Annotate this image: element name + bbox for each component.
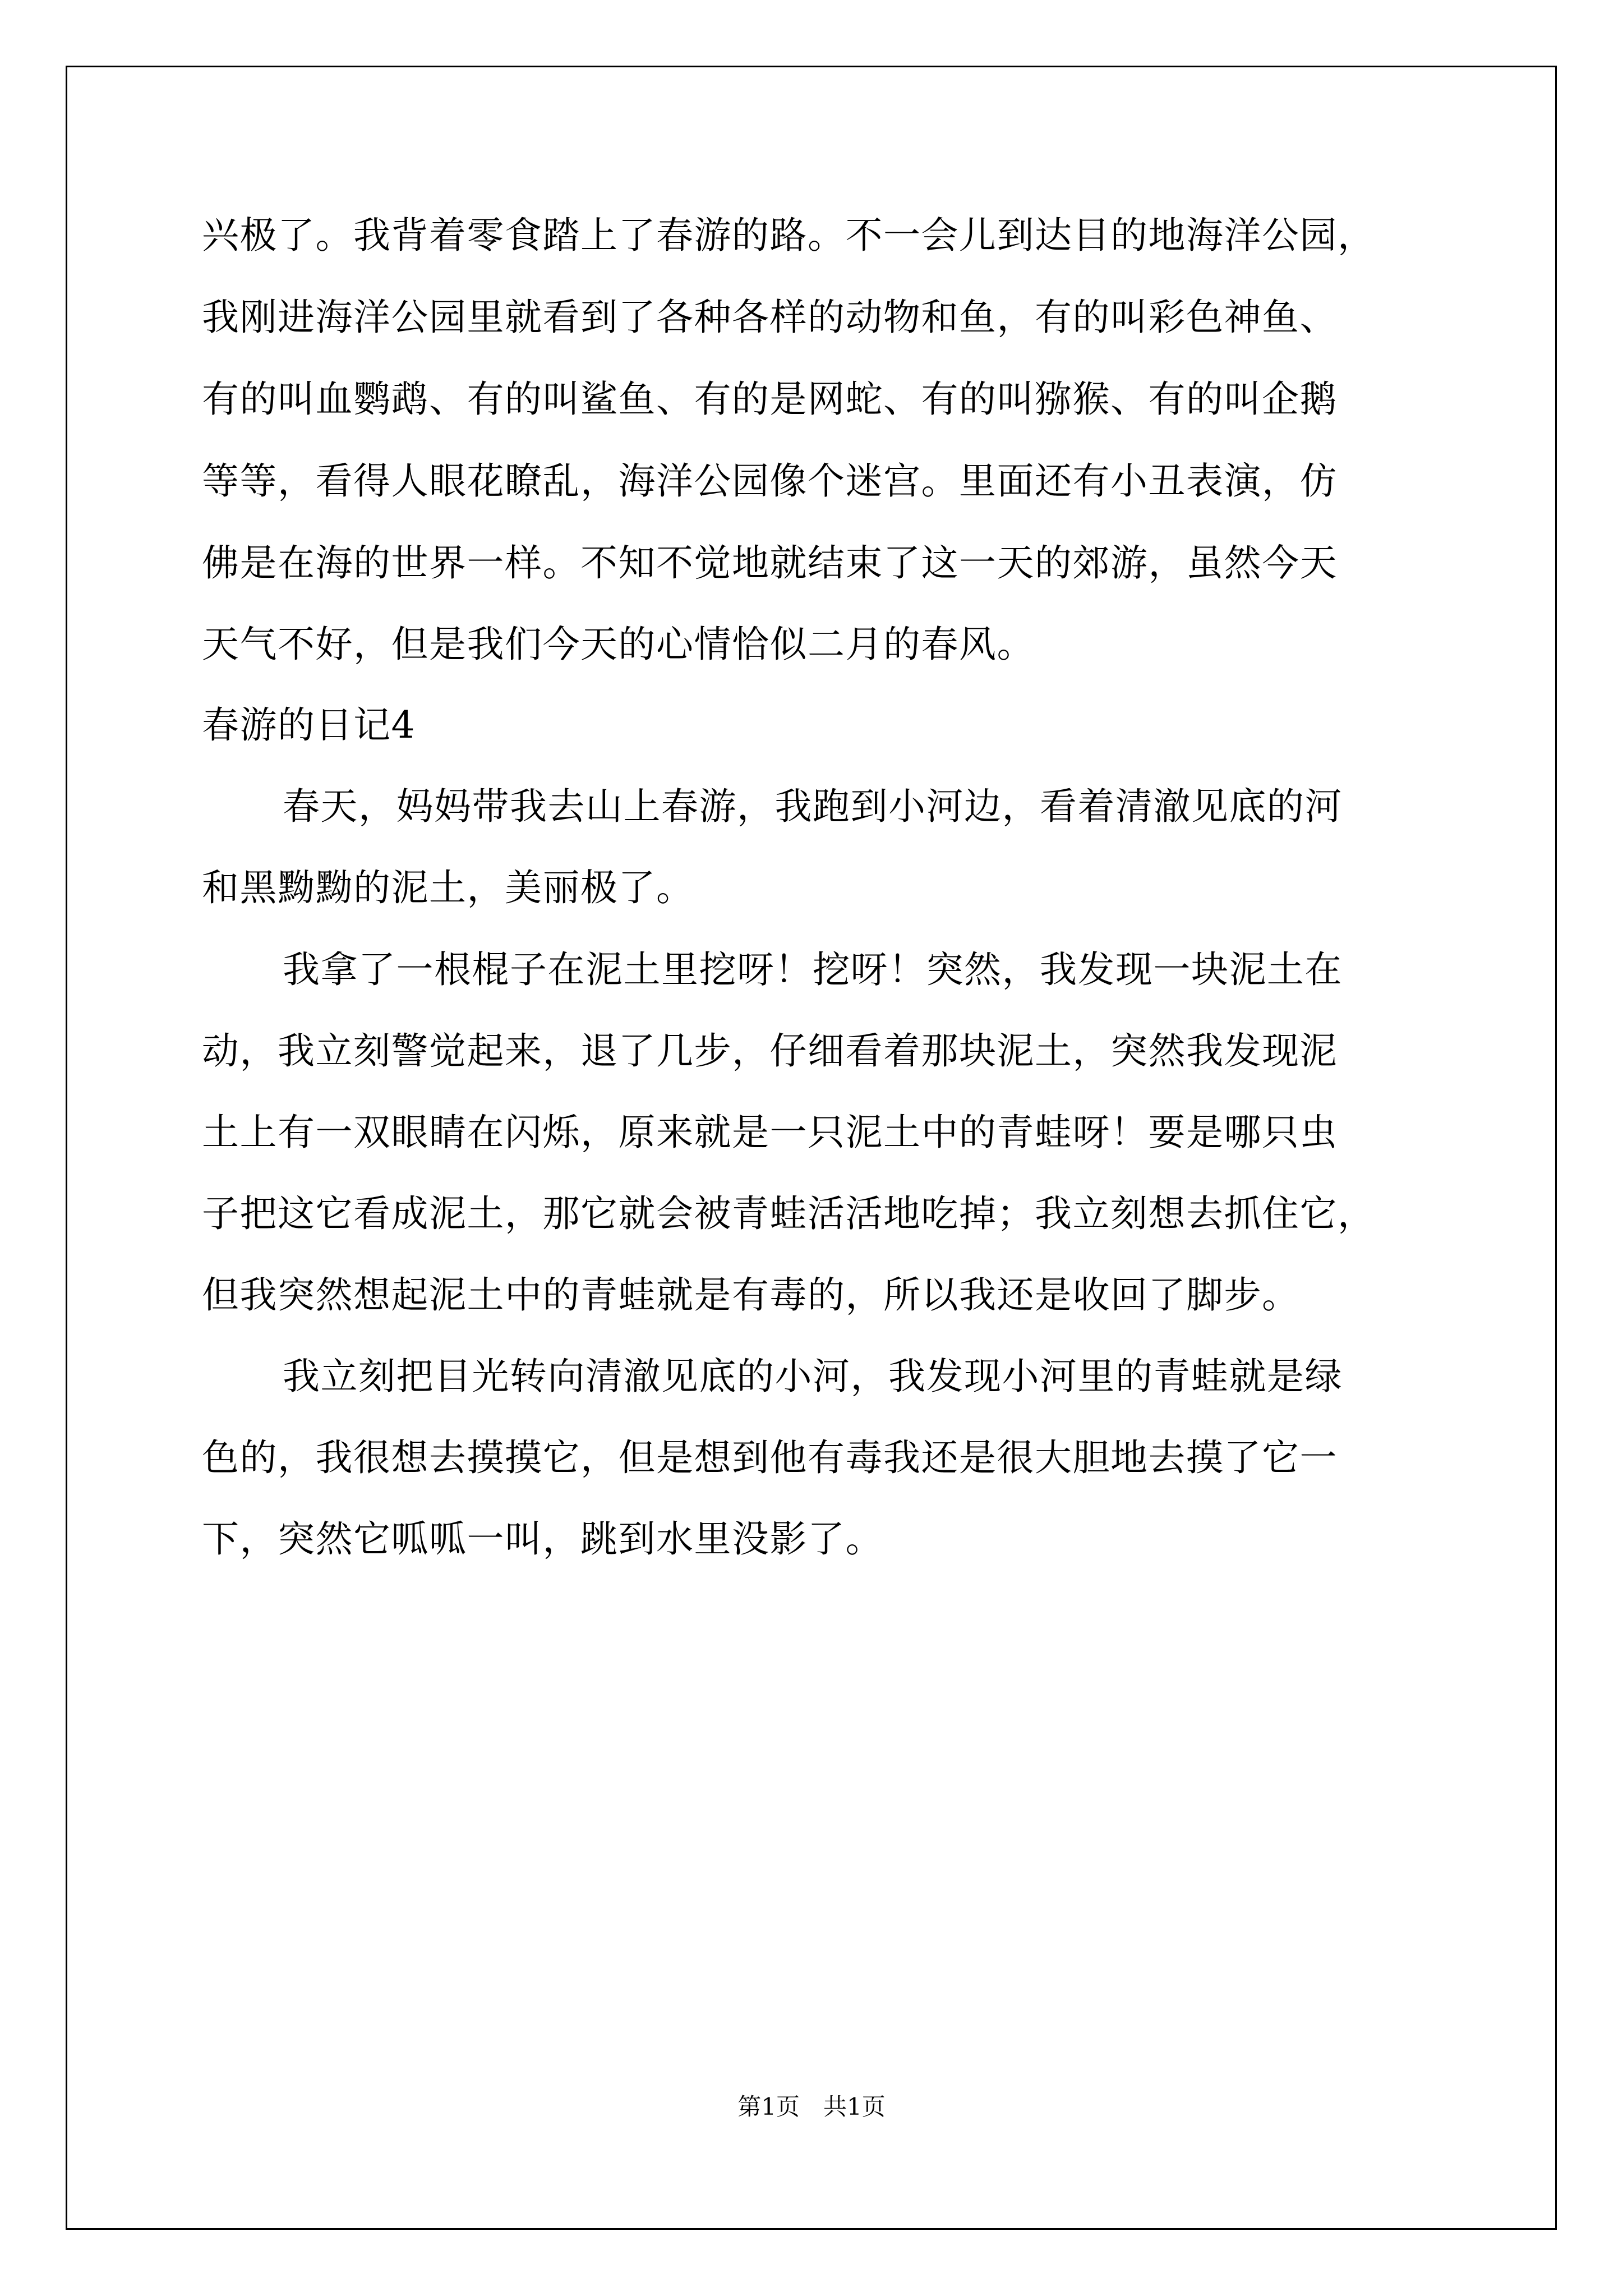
paragraph-line: 土上有一双眼睛在闪烁，原来就是一只泥土中的青蛙呀！要是哪只虫 — [202, 1111, 1338, 1154]
paragraph-line: 和黑黝黝的泥土，美丽极了。 — [202, 866, 694, 909]
paragraph-line: 但我突然想起泥土中的青蛙就是有毒的，所以我还是收回了脚步。 — [202, 1273, 1300, 1317]
page-footer: 第1页 共1页 — [737, 2093, 886, 2120]
section-heading: 春游的日记4 — [202, 703, 416, 747]
paragraph-line: 等等，看得人眼花瞭乱，海洋公园像个迷宫。里面还有小丑表演，仿 — [202, 459, 1338, 503]
paragraph-line: 动，我立刻警觉起来，退了几步，仔细看着那块泥土，突然我发现泥 — [202, 1029, 1338, 1073]
paragraph-line: 我刚进海洋公园里就看到了各种各样的动物和鱼，有的叫彩色神鱼、 — [202, 296, 1338, 339]
paragraph-line: 下，突然它呱呱一叫，跳到水里没影了。 — [202, 1517, 883, 1561]
paragraph-line: 我拿了一根棍子在泥土里挖呀！挖呀！突然，我发现一块泥土在 — [283, 948, 1343, 991]
paragraph-line: 有的叫血鹦鹉、有的叫鲨鱼、有的是网蛇、有的叫猕猴、有的叫企鹅 — [202, 378, 1338, 421]
paragraph-line: 天气不好，但是我们今天的心情恰似二月的春风。 — [202, 623, 1035, 666]
paragraph-line: 兴极了。我背着零食踏上了春游的路。不一会儿到达目的地海洋公园， — [202, 214, 1376, 257]
paragraph-line: 春天，妈妈带我去山上春游，我跑到小河边，看着清澈见底的河 — [283, 785, 1343, 828]
paragraph-line: 色的，我很想去摸摸它，但是想到他有毒我还是很大胆地去摸了它一 — [202, 1436, 1338, 1479]
paragraph-line: 子把这它看成泥土，那它就会被青蛙活活地吃掉；我立刻想去抓住它， — [202, 1192, 1376, 1235]
paragraph-line: 我立刻把目光转向清澈见底的小河，我发现小河里的青蛙就是绿 — [283, 1355, 1343, 1398]
paragraph-line: 佛是在海的世界一样。不知不觉地就结束了这一天的郊游，虽然今天 — [202, 541, 1338, 585]
